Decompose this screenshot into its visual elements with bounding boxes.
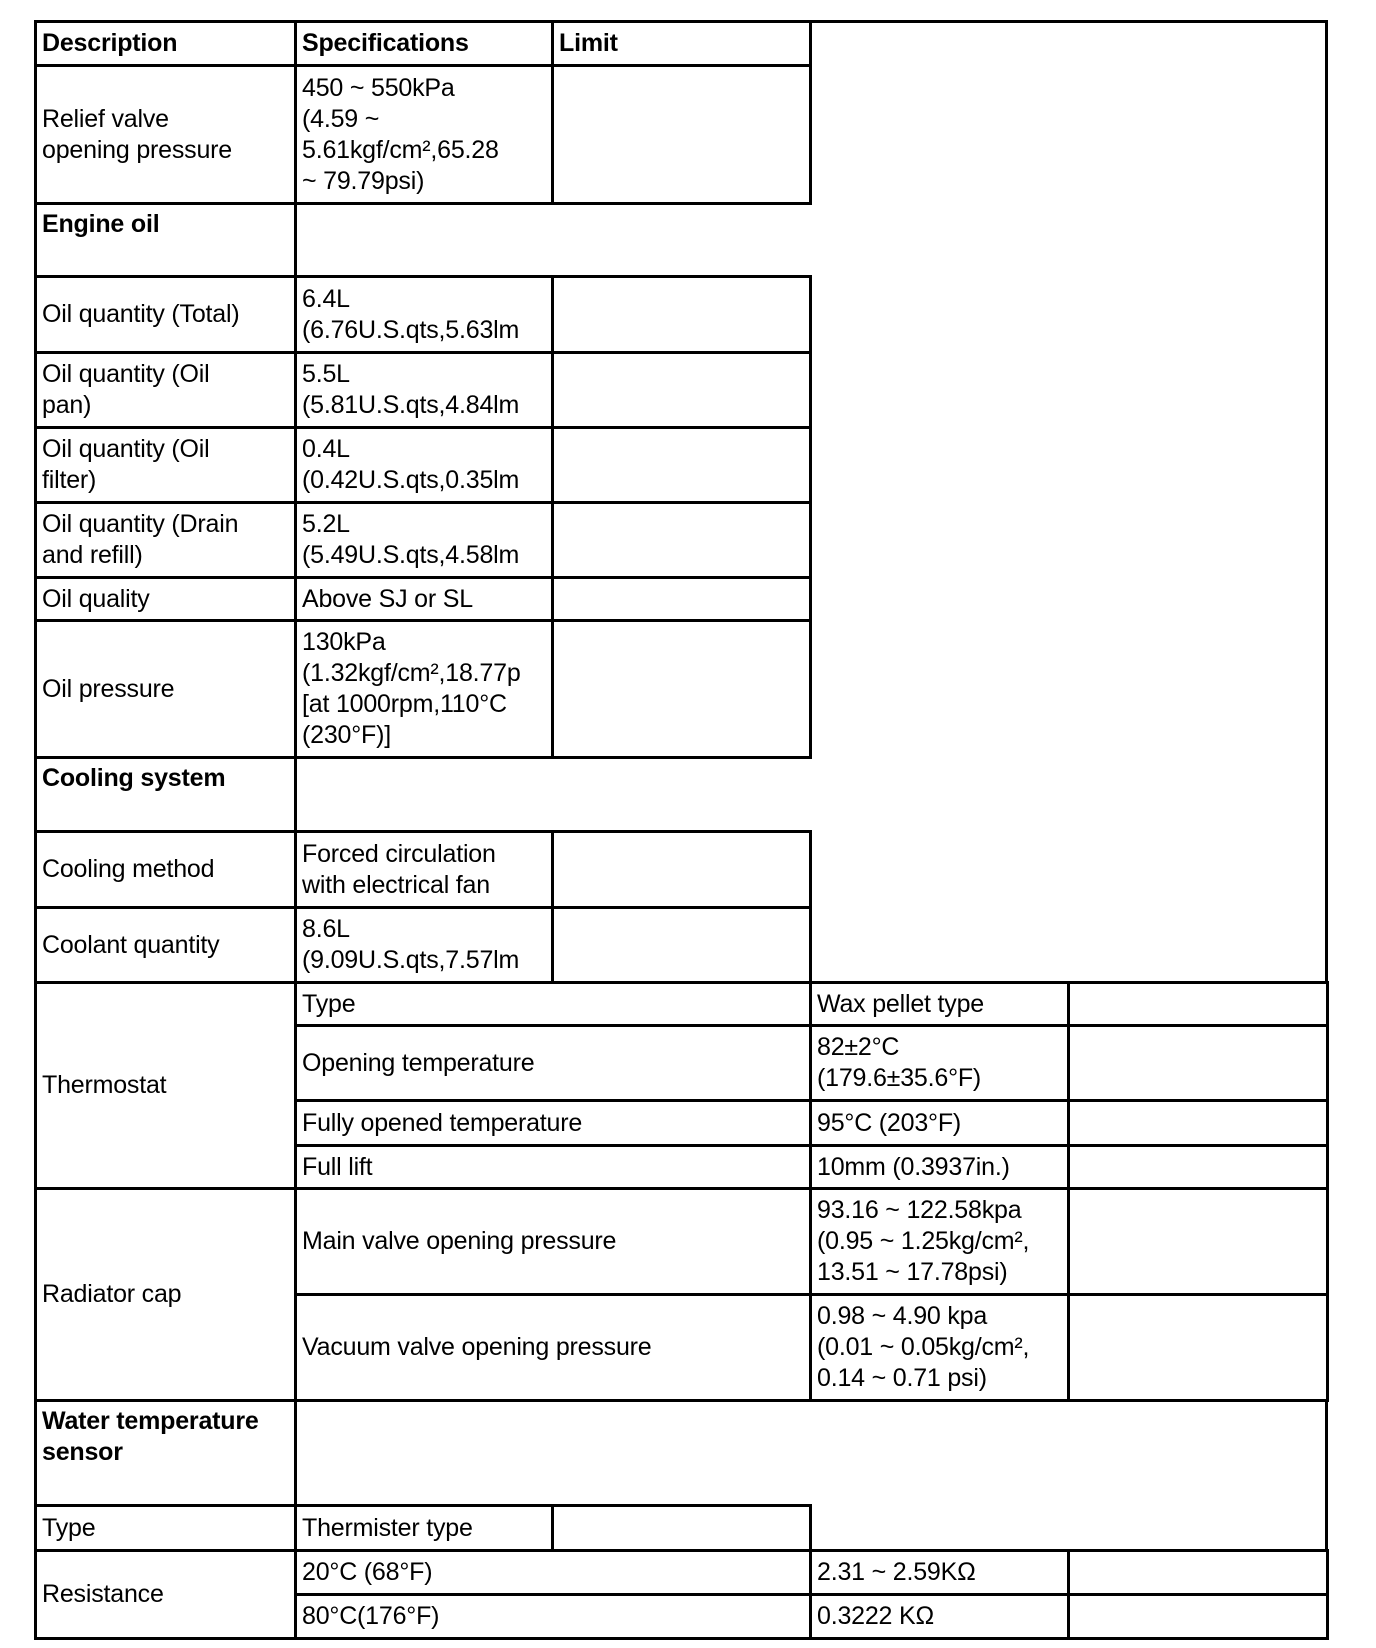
row-cell	[34, 619, 297, 759]
row-label: Oil quantity (Drain and refill)	[42, 510, 239, 569]
row-cell	[34, 906, 297, 984]
row-spec: 450 ~ 550kPa (4.59 ~ 5.61kgf/cm²,65.28 ~ 79.79psi)	[302, 73, 499, 195]
radiator-cap-spec: 93.16 ~ 122.58kpa (0.95 ~ 1.25kg/cm², 13.51 ~ 17.78psi)	[817, 1196, 1030, 1286]
resistance-item: 80°C(176°F)	[302, 1602, 440, 1630]
row-cell	[34, 576, 297, 622]
row-cell	[551, 64, 812, 205]
section-heading-cooling-system: Cooling system	[42, 764, 226, 792]
row-cell	[294, 906, 554, 984]
header-description: Description	[42, 29, 178, 57]
row-cell	[34, 351, 297, 429]
row-cell	[551, 426, 812, 504]
row-label: Oil pressure	[42, 674, 175, 703]
row-label: Oil quality	[42, 584, 150, 613]
thermostat-cell	[809, 981, 1070, 1027]
row-label: Coolant quantity	[42, 930, 220, 959]
resistance-cell	[294, 1593, 812, 1640]
section-heading-engine-oil: Engine oil	[42, 210, 160, 238]
thermostat-item: Opening temperature	[302, 1048, 535, 1077]
thermostat-item: Type	[302, 989, 356, 1018]
row-spec: 6.4L (6.76U.S.qts,5.63lm	[302, 284, 520, 344]
row-cell	[294, 830, 554, 909]
radiator-cap-cell	[809, 1293, 1070, 1402]
resistance-cell	[1067, 1593, 1329, 1640]
header-specifications: Specifications	[302, 29, 469, 57]
thermostat-cell	[809, 1099, 1070, 1147]
row-cell	[294, 1504, 554, 1552]
row-spec: 5.5L (5.81U.S.qts,4.84lm	[302, 360, 520, 419]
row-cell	[34, 64, 297, 205]
section-heading-cooling-system-cell	[34, 756, 297, 833]
resistance-spec: 2.31 ~ 2.59KΩ	[817, 1558, 976, 1586]
header-specifications-cell	[294, 20, 554, 67]
row-cell	[294, 275, 554, 354]
row-label: Oil quantity (Total)	[42, 300, 240, 328]
row-cell	[34, 501, 297, 579]
section-heading-water-temperature-sensor-cell	[34, 1399, 297, 1507]
row-cell	[294, 501, 554, 579]
radiator-cap-cell	[34, 1187, 297, 1402]
thermostat-cell	[809, 1144, 1070, 1190]
thermostat-cell	[294, 981, 812, 1027]
row-label: Type	[42, 1513, 96, 1542]
row-label: Oil quantity (Oil filter)	[42, 435, 210, 494]
row-cell	[551, 351, 812, 429]
row-cell	[551, 619, 812, 759]
row-cell	[551, 275, 812, 354]
row-cell	[294, 351, 554, 429]
row-label: Oil quantity (Oil pan)	[42, 360, 210, 419]
resistance-item: 20°C (68°F)	[302, 1558, 433, 1586]
thermostat-cell	[1067, 1024, 1329, 1102]
row-spec: 8.6L (9.09U.S.qts,7.57lm	[302, 915, 520, 974]
resistance-cell	[809, 1593, 1070, 1640]
row-cell	[551, 1504, 812, 1552]
radiator-cap-item: Vacuum valve opening pressure	[302, 1333, 652, 1361]
row-cell	[34, 275, 297, 354]
thermostat-cell	[1067, 1099, 1329, 1147]
section-heading-engine-oil-cell	[34, 202, 297, 278]
radiator-cap-cell	[294, 1187, 812, 1296]
resistance-cell	[1067, 1549, 1329, 1596]
radiator-cap-cell	[809, 1187, 1070, 1296]
radiator-cap-cell	[294, 1293, 812, 1402]
row-cell	[551, 501, 812, 579]
resistance-label: Resistance	[42, 1580, 164, 1608]
radiator-cap-cell	[1067, 1187, 1329, 1296]
thermostat-item: Fully opened temperature	[302, 1108, 583, 1137]
row-spec: Forced circulation with electrical fan	[302, 839, 496, 899]
row-cell	[294, 576, 554, 622]
row-spec: 0.4L (0.42U.S.qts,0.35lm	[302, 435, 520, 494]
thermostat-spec: 95°C (203°F)	[817, 1108, 962, 1137]
thermostat-spec: Wax pellet type	[817, 989, 984, 1018]
thermostat-cell	[809, 1024, 1070, 1102]
row-cell	[294, 619, 554, 759]
header-description-cell	[34, 20, 297, 67]
row-cell	[294, 426, 554, 504]
resistance-cell	[34, 1549, 297, 1640]
thermostat-cell	[294, 1144, 812, 1190]
row-cell	[551, 830, 812, 909]
resistance-spec: 0.3222 KΩ	[817, 1602, 934, 1630]
row-spec: 130kPa (1.32kgf/cm²,18.77p [at 1000rpm,110°C (230°F)]	[302, 628, 521, 749]
row-spec: 5.2L (5.49U.S.qts,4.58lm	[302, 510, 520, 569]
row-label: Relief valve opening pressure	[42, 104, 232, 164]
row-label: Cooling method	[42, 855, 215, 883]
radiator-cap-spec: 0.98 ~ 4.90 kpa (0.01 ~ 0.05kg/cm², 0.14 ~ 0.71 psi)	[817, 1302, 1030, 1392]
thermostat-spec: 82±2°C (179.6±35.6°F)	[817, 1033, 982, 1092]
thermostat-cell	[34, 981, 297, 1190]
thermostat-cell	[1067, 981, 1329, 1027]
row-cell	[34, 426, 297, 504]
radiator-cap-cell	[1067, 1293, 1329, 1402]
resistance-cell	[294, 1549, 812, 1596]
row-cell	[34, 1504, 297, 1552]
row-cell	[551, 576, 812, 622]
thermostat-spec: 10mm (0.3937in.)	[817, 1152, 1010, 1181]
thermostat-cell	[294, 1099, 812, 1147]
radiator-cap-item: Main valve opening pressure	[302, 1227, 617, 1255]
thermostat-cell	[294, 1024, 812, 1102]
thermostat-label: Thermostat	[42, 1071, 167, 1099]
row-spec: Thermister type	[302, 1513, 473, 1542]
row-cell	[551, 906, 812, 984]
section-heading-water-temperature-sensor: Water temperature sensor	[42, 1407, 259, 1466]
header-limit: Limit	[559, 29, 618, 57]
row-spec: Above SJ or SL	[302, 584, 473, 613]
header-cell	[551, 20, 812, 67]
radiator-cap-label: Radiator cap	[42, 1280, 182, 1308]
row-cell	[294, 64, 554, 205]
resistance-cell	[809, 1549, 1070, 1596]
thermostat-item: Full lift	[302, 1152, 373, 1181]
row-cell	[34, 830, 297, 909]
thermostat-cell	[1067, 1144, 1329, 1190]
